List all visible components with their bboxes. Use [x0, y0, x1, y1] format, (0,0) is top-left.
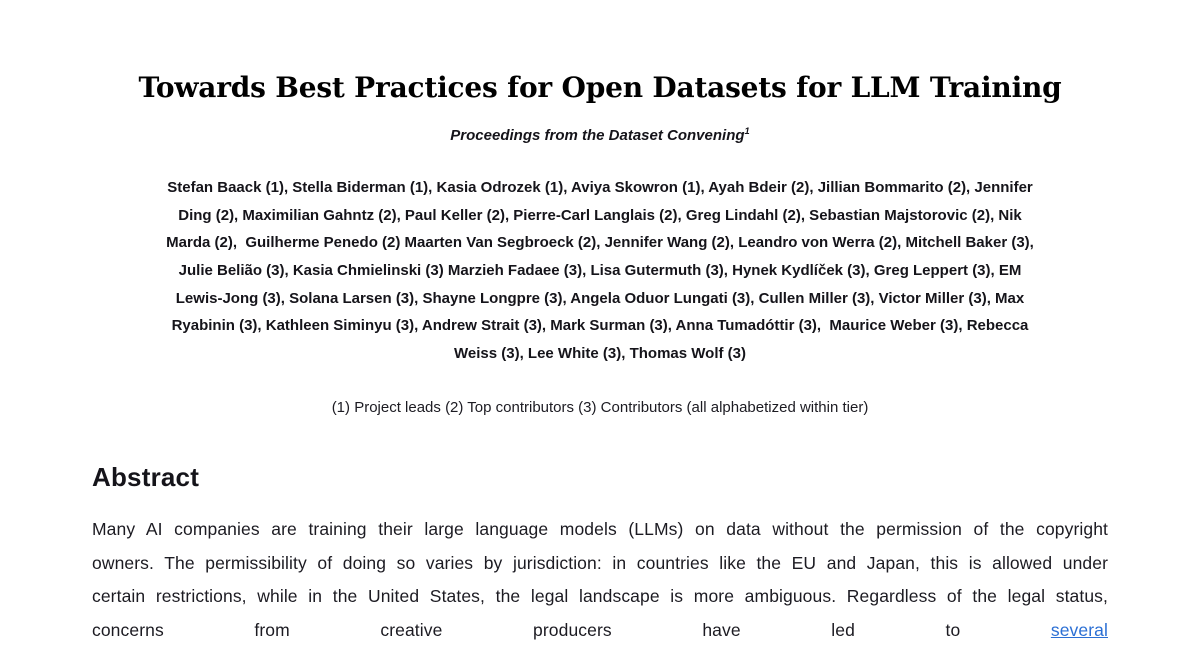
abstract-text: Many AI companies are training their large language models (LLMs) on data without the permission of the copyright owners. The permissibility of doing so varies by jurisdiction: in countries like the EU and Japan, this is allowed under certain restrictions, while in the United States, the legal landscape is more ambiguous. Regardless of the legal status, concerns from creative producers have led to [92, 519, 1108, 640]
author-line: Ryabinin (3), Kathleen Siminyu (3), Andrew Strait (3), Mark Surman (3), Anna Tumadóttir (3), Maurice Weber (3), Rebecca [171, 317, 1029, 335]
abstract-paragraph [92, 513, 1108, 647]
author-line: Stefan Baack (1), Stella Biderman (1), Kasia Odrozek (1), Aviya Skowron (1), Ayah Bdeir (2), Jillian Bommarito (2), Jennifer [167, 179, 1033, 197]
author-line: Julie Belião (3), Kasia Chmielinski (3) Marzieh Fadaee (3), Lisa Gutermuth (3), Hynek Kydlíček (3), Greg Leppert (3), EM [178, 261, 1022, 279]
paper-page [92, 72, 1108, 647]
several-objections-link[interactable]: several [1050, 619, 1108, 640]
author-line: Lewis-Jong (3), Solana Larsen (3), Shayne Longpre (3), Angela Oduor Lungati (3), Cullen Miller (3), Victor Miller (3), Max [175, 289, 1025, 307]
footnote-marker: 1 [744, 126, 750, 137]
paper-subtitle [92, 126, 1108, 144]
subtitle-text: Proceedings from the Dataset Convening [450, 127, 745, 145]
abstract-heading: Abstract [92, 462, 200, 493]
author-line: Ding (2), Maximilian Gahntz (2), Paul Keller (2), Pierre-Carl Langlais (2), Greg Lindahl (2), Sebastian Majstorovic (2), Nik [178, 206, 1022, 224]
author-line: Marda (2), Guilherme Penedo (2) Maarten Van Segbroeck (2), Jennifer Wang (2), Leandro von Werra (2), Mitchell Baker (3), [166, 234, 1034, 252]
author-line: Weiss (3), Lee White (3), Thomas Wolf (3) [454, 344, 746, 362]
author-list [92, 174, 1108, 367]
page-title: Towards Best Practices for Open Datasets for LLM Training [138, 71, 1062, 104]
contributor-tier-note: (1) Project leads (2) Top contributors (3) Contributors (all alphabetized within tier) [331, 399, 869, 417]
